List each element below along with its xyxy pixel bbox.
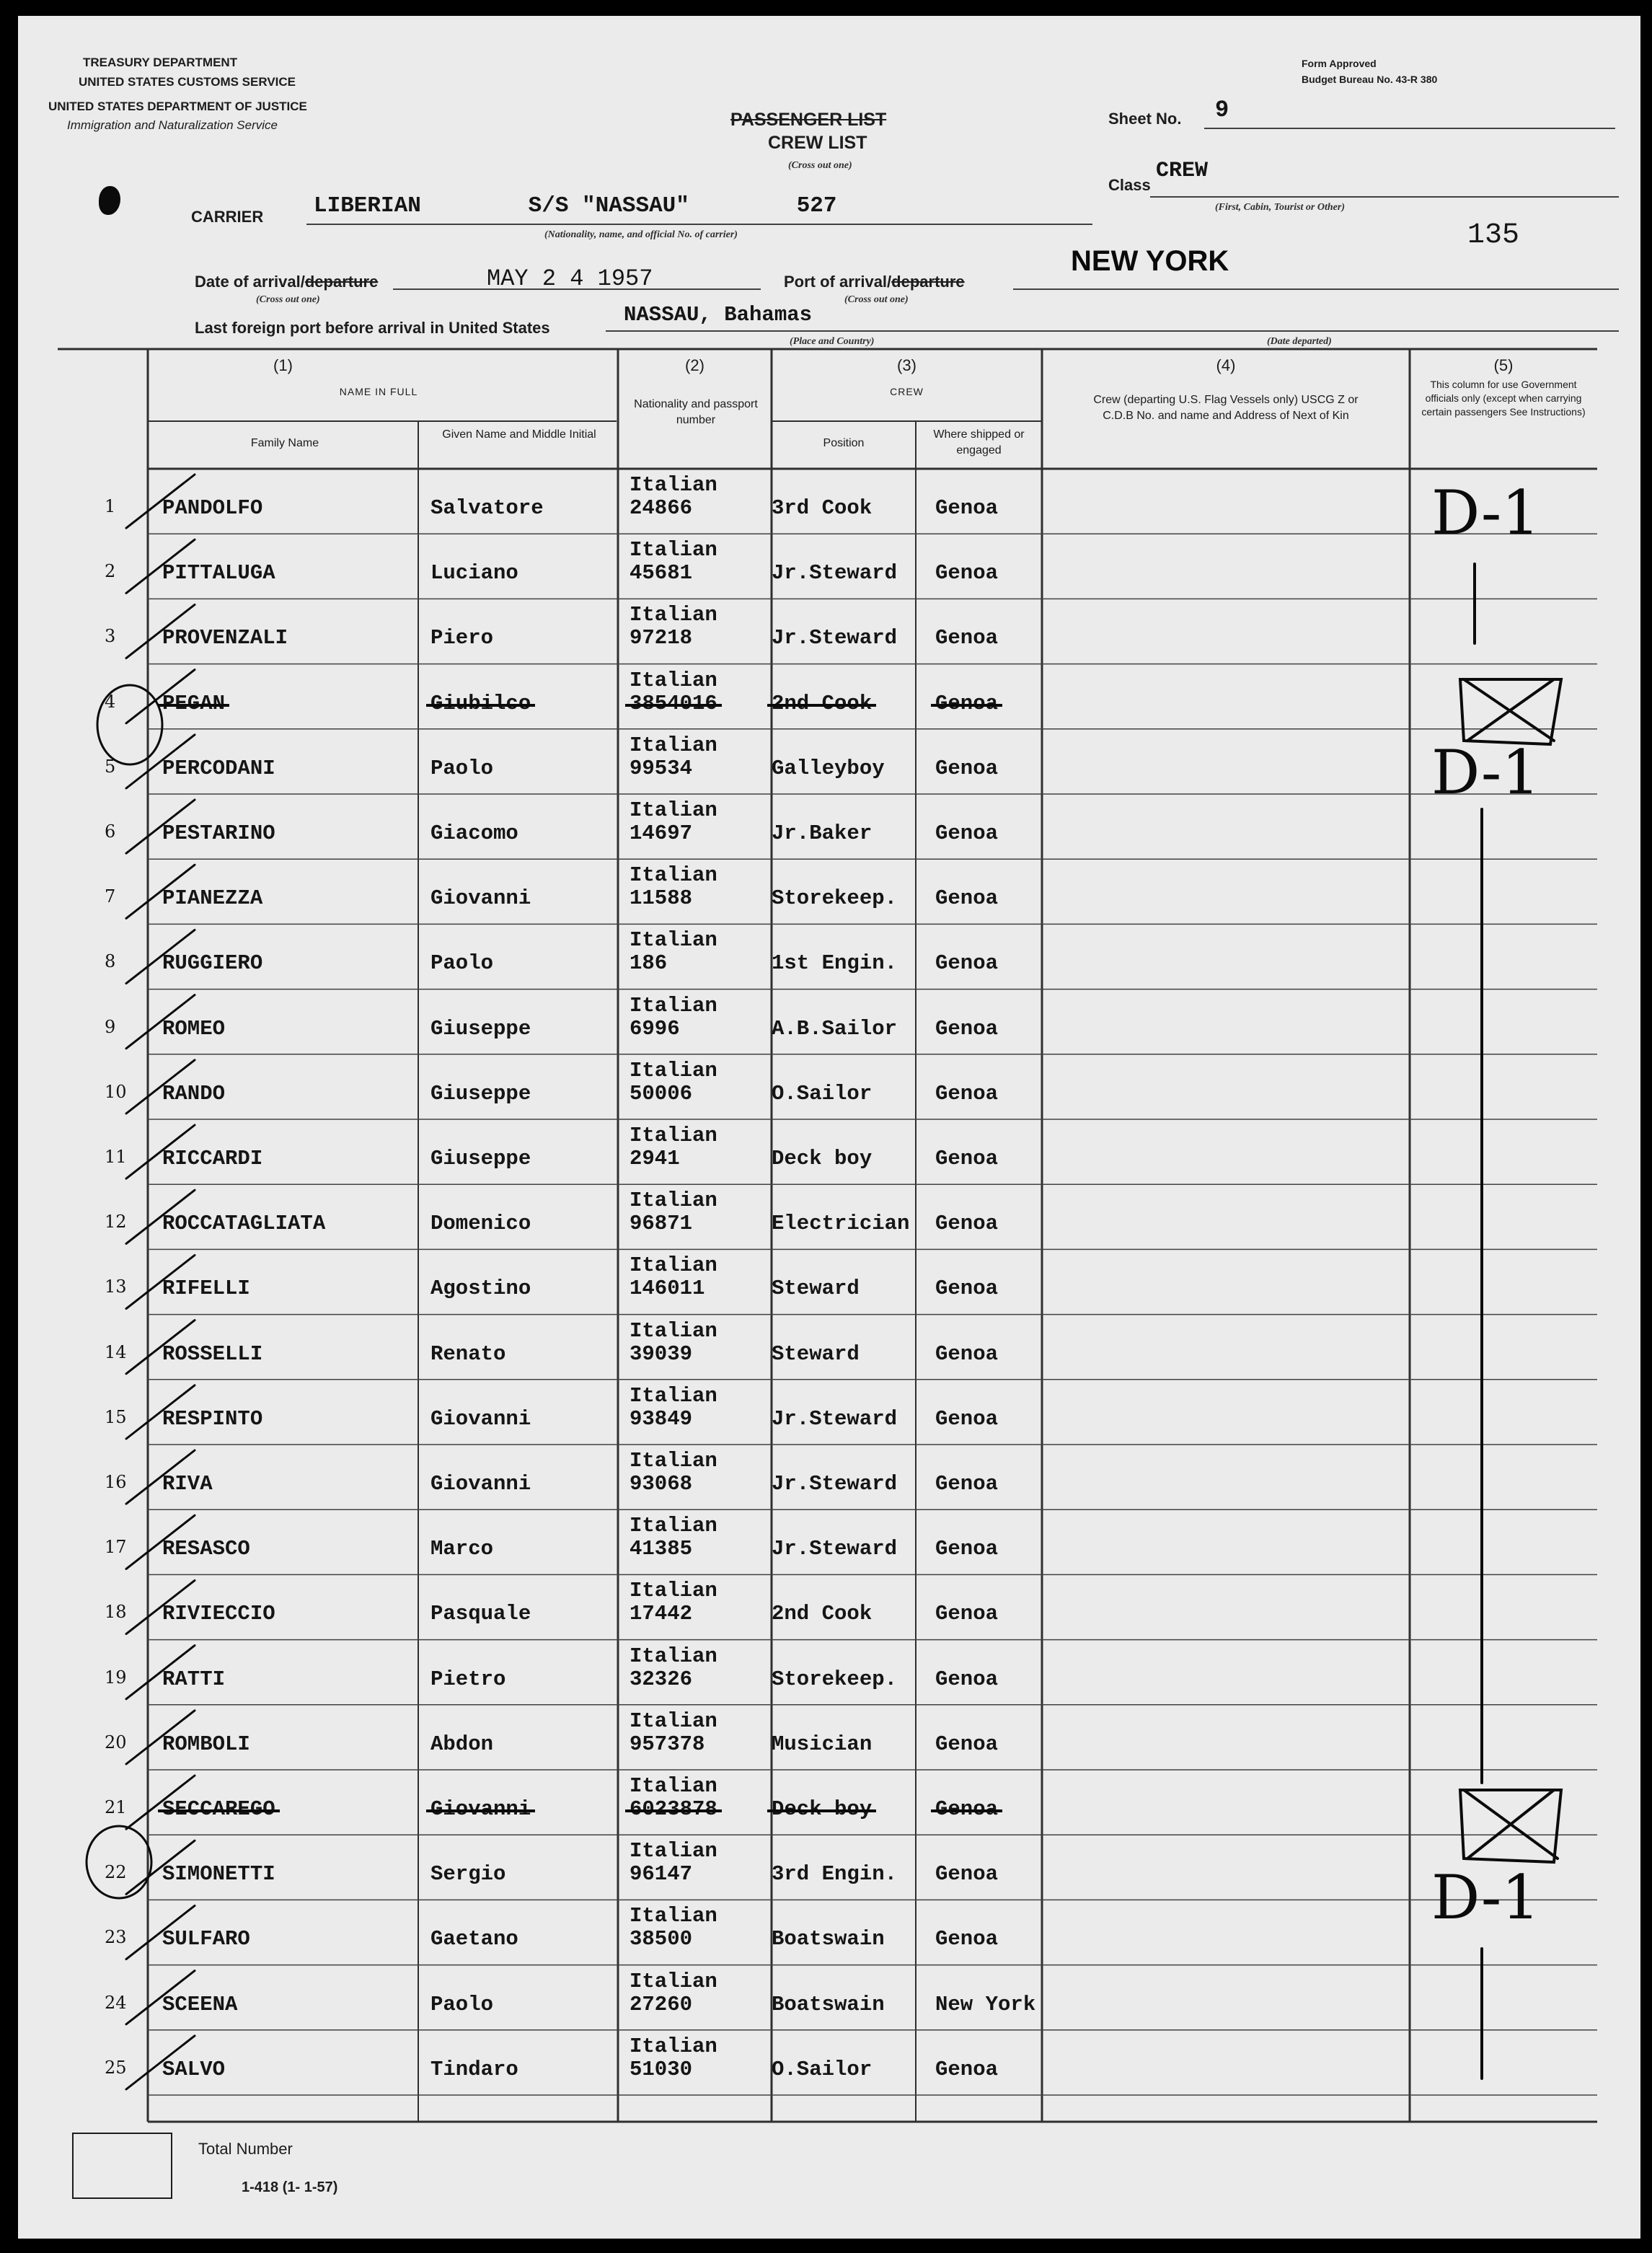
col3-number: (3) [897, 356, 916, 374]
check-mark [126, 1971, 195, 2024]
where-shipped: Genoa [935, 1667, 999, 1691]
family-name: SULFARO [162, 1927, 250, 1952]
position: Steward [772, 1277, 860, 1301]
carrier-label: CARRIER [191, 208, 264, 226]
row-number: 21 [105, 1797, 127, 1817]
passport-number: 3854016 [630, 691, 717, 715]
where-shipped: Genoa [935, 821, 999, 845]
row-number: 9 [105, 1016, 116, 1037]
total-number-box[interactable] [72, 2133, 172, 2199]
where-shipped: Genoa [935, 2057, 999, 2081]
given-name: Paolo [430, 1992, 494, 2016]
family-name: ROCCATAGLIATA [162, 1212, 326, 1236]
family-name: SALVO [162, 2057, 226, 2081]
last-port-value: NASSAU, Bahamas [624, 303, 813, 327]
family-name: SCEENA [162, 1992, 238, 2016]
where-shipped: Genoa [935, 1016, 999, 1041]
given-name: Giuseppe [430, 1016, 531, 1041]
class-value: CREW [1156, 159, 1209, 183]
nationality: Italian [630, 603, 717, 627]
where-shipped: Genoa [935, 561, 999, 586]
row-number: 17 [105, 1537, 127, 1558]
row-number: 13 [105, 1277, 127, 1297]
family-name: PESTARINO [162, 821, 275, 845]
family-name: PIANEZZA [162, 886, 263, 911]
nationality: Italian [630, 1124, 717, 1147]
given-name: Gaetano [430, 1927, 518, 1952]
given-name: Giovanni [430, 1406, 531, 1431]
position: O.Sailor [772, 2057, 873, 2081]
nationality: Italian [630, 733, 717, 757]
row-number: 10 [105, 1081, 127, 1102]
class-label: Class [1108, 176, 1151, 194]
family-name: PITTALUGA [162, 561, 275, 586]
col-position: Position [823, 437, 865, 449]
col4-number: (4) [1216, 356, 1236, 374]
annotation-d1-b: D-1 [1431, 737, 1540, 808]
row-number: 18 [105, 1602, 127, 1623]
check-mark [126, 1711, 195, 1764]
date-departed-note: (Date departed) [1267, 336, 1332, 347]
position: A.B.Sailor [772, 1016, 898, 1041]
arrival-label: Date of arrival/departure [195, 273, 379, 291]
position: Jr.Steward [772, 561, 898, 586]
row-number: 7 [105, 886, 116, 907]
row-number: 19 [105, 1667, 127, 1688]
check-mark [126, 930, 195, 983]
passport-number: 17442 [630, 1602, 693, 1626]
nationality: Italian [630, 2034, 717, 2058]
port-value: NEW YORK [1071, 245, 1229, 277]
family-name: PANDOLFO [162, 496, 263, 520]
family-name: SECCAREGO [162, 1797, 275, 1821]
nationality: Italian [630, 1579, 717, 1603]
row-number: 3 [105, 626, 116, 647]
budget-bureau: Budget Bureau No. 43-R 380 [1302, 74, 1438, 85]
where-shipped: Genoa [935, 691, 999, 715]
check-mark [126, 539, 195, 593]
check-mark [126, 735, 195, 788]
nationality: Italian [630, 1189, 717, 1213]
class-note: (First, Cabin, Tourist or Other) [1215, 202, 1345, 213]
position: 2nd Cook [772, 691, 873, 715]
where-shipped: Genoa [935, 1212, 999, 1236]
given-name: Giuseppe [430, 1081, 531, 1106]
position: Musician [772, 1732, 873, 1756]
position: Jr.Steward [772, 1537, 898, 1561]
given-name: Agostino [430, 1277, 531, 1301]
position: Deck boy [772, 1797, 873, 1821]
given-name: Abdon [430, 1732, 494, 1756]
page-number: 135 [1467, 219, 1520, 252]
check-mark [126, 1515, 195, 1569]
nationality: Italian [630, 1514, 717, 1538]
position: Jr.Steward [772, 1472, 898, 1496]
row-number: 22 [105, 1862, 127, 1883]
position: Galleyboy [772, 756, 885, 780]
check-mark [126, 2036, 195, 2089]
where-shipped: Genoa [935, 626, 999, 651]
given-name: Marco [430, 1537, 494, 1561]
where-shipped: Genoa [935, 1341, 999, 1366]
col1-title: NAME IN FULL [339, 386, 418, 397]
position: Boatswain [772, 1927, 885, 1952]
carrier-value: LIBERIAN S/S "NASSAU" 527 [314, 193, 837, 219]
passport-number: 32326 [630, 1667, 693, 1691]
given-name: Domenico [430, 1212, 531, 1236]
passport-number: 93849 [630, 1406, 693, 1431]
row-number: 11 [105, 1147, 127, 1167]
given-name: Renato [430, 1341, 506, 1366]
row-number: 4 [105, 691, 116, 712]
position: Jr.Steward [772, 1406, 898, 1431]
family-name: RIVA [162, 1472, 213, 1496]
title-crew-list: CREW LIST [768, 133, 867, 153]
check-mark [126, 1385, 195, 1439]
nationality: Italian [630, 1774, 717, 1798]
passport-number: 11588 [630, 886, 693, 911]
row-number: 20 [105, 1732, 127, 1752]
annotation-d1-c: D-1 [1431, 1862, 1540, 1933]
where-shipped: New York [935, 1992, 1036, 2016]
nationality: Italian [630, 1058, 717, 1083]
position: Steward [772, 1341, 860, 1366]
passport-number: 96871 [630, 1212, 693, 1236]
family-name: RIVIECCIO [162, 1602, 275, 1626]
hand-marks [18, 16, 1640, 2239]
row-number: 6 [105, 821, 116, 842]
row-number: 8 [105, 951, 116, 972]
passport-number: 186 [630, 951, 668, 976]
where-shipped: Genoa [935, 951, 999, 976]
arrival-date: MAY 2 4 1957 [487, 265, 653, 292]
where-shipped: Genoa [935, 1602, 999, 1626]
family-name: RIFELLI [162, 1277, 250, 1301]
row-number: 5 [105, 756, 116, 777]
position: Electrician [772, 1212, 910, 1236]
given-name: Salvatore [430, 496, 544, 520]
nationality: Italian [630, 668, 717, 692]
where-shipped: Genoa [935, 1147, 999, 1170]
check-mark [126, 1450, 195, 1504]
check-mark [126, 1321, 195, 1374]
row-number: 16 [105, 1472, 127, 1492]
check-mark [126, 1060, 195, 1114]
customs-service: UNITED STATES CUSTOMS SERVICE [79, 75, 296, 89]
where-shipped: Genoa [935, 886, 999, 911]
sheet-number: 9 [1215, 97, 1229, 123]
family-name: RESPINTO [162, 1406, 263, 1431]
arrival-note: (Cross out one) [256, 294, 320, 305]
form-approved: Form Approved [1302, 58, 1377, 69]
family-name: ROMBOLI [162, 1732, 250, 1756]
passport-number: 24866 [630, 496, 693, 520]
given-name: Luciano [430, 561, 518, 586]
given-name: Pasquale [430, 1602, 531, 1626]
where-shipped: Genoa [935, 756, 999, 780]
place-note: (Place and Country) [790, 336, 875, 347]
row-number: 15 [105, 1406, 127, 1427]
title-passenger-list: PASSENGER LIST [730, 110, 887, 130]
check-mark [126, 1646, 195, 1699]
position: Storekeep. [772, 886, 898, 911]
where-shipped: Genoa [935, 1927, 999, 1952]
given-name: Sergio [430, 1862, 506, 1887]
row-number: 23 [105, 1927, 127, 1948]
passport-number: 45681 [630, 561, 693, 586]
col3-title: CREW [890, 386, 924, 397]
nationality: Italian [630, 863, 717, 888]
family-name: ROSSELLI [162, 1341, 263, 1366]
col4-title: Crew (departing U.S. Flag Vessels only) USCG Z or C.D.B No. and name and Address of Next of Kin [1093, 394, 1359, 422]
check-mark [126, 604, 195, 658]
total-number-label: Total Number [198, 2140, 293, 2158]
col5-number: (5) [1493, 356, 1514, 374]
where-shipped: Genoa [935, 1277, 999, 1301]
sheet-label: Sheet No. [1108, 110, 1182, 128]
nationality: Italian [630, 1969, 717, 1993]
nationality: Italian [630, 538, 717, 563]
family-name: RANDO [162, 1081, 226, 1106]
check-mark [126, 1255, 195, 1308]
passport-number: 14697 [630, 821, 693, 845]
given-name: Giuseppe [430, 1147, 531, 1170]
carrier-note: (Nationality, name, and official No. of carrier) [544, 229, 738, 240]
position: O.Sailor [772, 1081, 873, 1106]
passport-number: 38500 [630, 1927, 693, 1952]
nationality: Italian [630, 473, 717, 497]
row-number: 1 [105, 496, 116, 516]
passport-number: 97218 [630, 626, 693, 651]
nationality: Italian [630, 1644, 717, 1668]
annotation-d1-a: D-1 [1431, 477, 1540, 548]
nationality: Italian [630, 798, 717, 822]
nationality: Italian [630, 1904, 717, 1928]
row-number: 12 [105, 1212, 127, 1233]
port-label: Port of arrival/departure [784, 273, 965, 291]
last-port-label: Last foreign port before arrival in United States [195, 319, 550, 337]
check-mark [126, 865, 195, 918]
passport-number: 6996 [630, 1016, 680, 1041]
nationality: Italian [630, 928, 717, 953]
check-mark [126, 1125, 195, 1178]
row-number: 14 [105, 1341, 127, 1362]
position: Jr.Baker [772, 821, 873, 845]
given-name: Giovanni [430, 1472, 531, 1496]
row-number: 24 [105, 1992, 127, 2013]
passport-number: 957378 [630, 1732, 705, 1756]
col-where-shipped: Where shipped or engaged [933, 428, 1025, 457]
passport-number: 146011 [630, 1277, 705, 1301]
col1-number: (1) [273, 356, 293, 374]
family-name: SIMONETTI [162, 1862, 275, 1887]
check-mark [126, 1840, 195, 1894]
family-name: RUGGIERO [162, 951, 263, 976]
given-name: Pietro [430, 1667, 506, 1691]
position: 3rd Cook [772, 496, 873, 520]
col-family-name: Family Name [250, 437, 319, 449]
nationality: Italian [630, 1709, 717, 1733]
family-name: PROVENZALI [162, 626, 288, 651]
where-shipped: Genoa [935, 1732, 999, 1756]
port-note: (Cross out one) [844, 294, 909, 305]
given-name: Paolo [430, 951, 494, 976]
check-mark [126, 475, 195, 528]
col2-number: (2) [685, 356, 704, 374]
given-name: Piero [430, 626, 494, 651]
where-shipped: Genoa [935, 1537, 999, 1561]
family-name: RICCARDI [162, 1147, 263, 1170]
col-given-name: Given Name and Middle Initial [442, 428, 596, 441]
check-mark [126, 995, 195, 1049]
position: 3rd Engin. [772, 1862, 898, 1887]
family-name: ROMEO [162, 1016, 226, 1041]
row-number: 25 [105, 2057, 127, 2078]
passport-number: 27260 [630, 1992, 693, 2016]
family-name: PERCODANI [162, 756, 275, 780]
passport-number: 6023878 [630, 1797, 717, 1821]
family-name: RATTI [162, 1667, 226, 1691]
col5-title: This column for use Government officials only (except when carrying certain passengers See Instructions) [1421, 379, 1586, 418]
treasury-dept: TREASURY DEPARTMENT [83, 56, 238, 69]
where-shipped: Genoa [935, 1797, 999, 1821]
check-mark [126, 1776, 195, 1829]
given-name: Giacomo [430, 821, 518, 845]
ins-service: Immigration and Naturalization Service [67, 118, 278, 132]
row-number: 2 [105, 561, 116, 582]
where-shipped: Genoa [935, 1406, 999, 1431]
where-shipped: Genoa [935, 496, 999, 520]
check-mark [126, 800, 195, 853]
passport-number: 96147 [630, 1862, 693, 1887]
position: Jr.Steward [772, 626, 898, 651]
nationality: Italian [630, 1253, 717, 1278]
position: 2nd Cook [772, 1602, 873, 1626]
family-name: PEGAN [162, 691, 226, 715]
passport-number: 41385 [630, 1537, 693, 1561]
given-name: Tindaro [430, 2057, 518, 2081]
justice-dept: UNITED STATES DEPARTMENT OF JUSTICE [48, 100, 307, 113]
passport-number: 50006 [630, 1081, 693, 1106]
manifest-sheet [18, 16, 1640, 2239]
nationality: Italian [630, 1383, 717, 1408]
position: Deck boy [772, 1147, 873, 1170]
given-name: Paolo [430, 756, 494, 780]
passport-number: 93068 [630, 1472, 693, 1496]
check-mark [126, 1580, 195, 1633]
nationality: Italian [630, 1839, 717, 1864]
form-number: 1-418 (1- 1-57) [242, 2179, 338, 2195]
family-name: RESASCO [162, 1537, 250, 1561]
check-mark [126, 1190, 195, 1243]
given-name: Giovanni [430, 886, 531, 911]
nationality: Italian [630, 1318, 717, 1343]
passport-number: 2941 [630, 1147, 680, 1170]
title-note: (Cross out one) [788, 160, 852, 171]
where-shipped: Genoa [935, 1081, 999, 1106]
where-shipped: Genoa [935, 1472, 999, 1496]
given-name: Giubilco [430, 691, 531, 715]
check-mark [126, 1905, 195, 1959]
nationality: Italian [630, 1449, 717, 1473]
col2-title: Nationality and passport number [634, 398, 758, 426]
nationality: Italian [630, 993, 717, 1018]
passport-number: 39039 [630, 1341, 693, 1366]
position: 1st Engin. [772, 951, 898, 976]
position: Storekeep. [772, 1667, 898, 1691]
given-name: Giovanni [430, 1797, 531, 1821]
position: Boatswain [772, 1992, 885, 2016]
passport-number: 51030 [630, 2057, 693, 2081]
passport-number: 99534 [630, 756, 693, 780]
where-shipped: Genoa [935, 1862, 999, 1887]
